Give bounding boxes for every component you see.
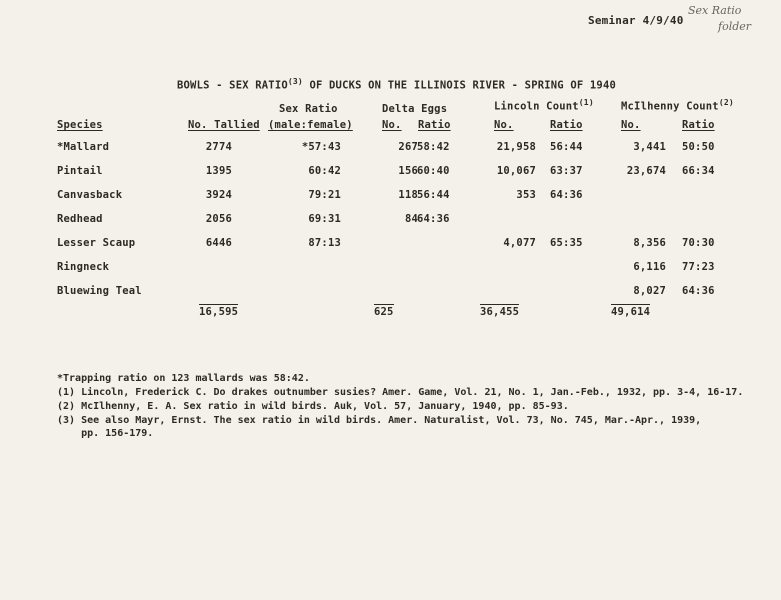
title-rest: OF DUCKS ON THE ILLINOIS RIVER - SPRING OF 1940 xyxy=(309,79,616,92)
cell-sex-ratio: *57:43 xyxy=(301,141,341,153)
col-lincoln xyxy=(494,98,594,113)
cell-mcilhenny-no: 8,356 xyxy=(633,237,666,249)
cell-lincoln-no: 10,067 xyxy=(496,165,536,177)
col-sex-ratio-top: Sex Ratio xyxy=(279,103,338,115)
handwritten-note-line2: folder xyxy=(718,20,752,33)
cell-tallied: 3924 xyxy=(205,189,232,201)
cell-mcilhenny-ratio: 70:30 xyxy=(682,237,715,249)
document-title xyxy=(177,77,616,92)
cell-species: Lesser Scaup xyxy=(57,237,136,249)
cell-delta-no: 267 xyxy=(398,141,418,153)
cell-species: Canvasback xyxy=(57,189,123,201)
cell-sex-ratio: 60:42 xyxy=(308,165,341,177)
cell-delta-ratio: 60:40 xyxy=(417,165,450,177)
cell-sex-ratio: 79:21 xyxy=(308,189,341,201)
cell-delta-ratio: 58:42 xyxy=(417,141,450,153)
cell-lincoln-ratio: 56:44 xyxy=(550,141,583,153)
cell-mcilhenny-ratio: 64:36 xyxy=(682,285,715,297)
cell-lincoln-no: 353 xyxy=(516,189,536,201)
cell-sex-ratio: 69:31 xyxy=(308,213,341,225)
cell-delta-no: 156 xyxy=(398,165,418,177)
col-lincoln-label: Lincoln Count xyxy=(494,100,579,113)
cell-species: *Mallard xyxy=(57,141,110,153)
cell-lincoln-ratio: 65:35 xyxy=(550,237,583,249)
col-tallied: No. Tallied xyxy=(188,119,260,131)
col-lincoln-ref: (1) xyxy=(578,98,594,107)
col-species: Species xyxy=(57,119,103,131)
title-footnote-ref: (3) xyxy=(287,77,303,86)
total-tallied: 16,595 xyxy=(199,306,239,318)
footnote-3: (3) See also Mayr, Ernst. The sex ratio in wild birds. Amer. Naturalist, Vol. 73, No. 745, Mar.-Apr., 1939, xyxy=(57,415,702,426)
cell-mcilhenny-no: 3,441 xyxy=(633,141,666,153)
cell-tallied: 6446 xyxy=(205,237,232,249)
cell-tallied: 1395 xyxy=(205,165,232,177)
col-delta-no: No. xyxy=(382,119,402,131)
cell-lincoln-no: 21,958 xyxy=(496,141,536,153)
cell-mcilhenny-ratio: 66:34 xyxy=(682,165,715,177)
cell-lincoln-no: 4,077 xyxy=(503,237,536,249)
cell-mcilhenny-ratio: 50:50 xyxy=(682,141,715,153)
cell-species: Pintail xyxy=(57,165,103,177)
total-lincoln-no: 36,455 xyxy=(480,306,520,318)
col-sex-ratio-bottom: (male:female) xyxy=(268,119,353,131)
cell-tallied: 2056 xyxy=(205,213,232,225)
handwritten-note-line1: Sex Ratio xyxy=(688,4,742,17)
footnote-1: (1) Lincoln, Frederick C. Do drakes outnumber susies? Amer. Game, Vol. 21, No. 1, Jan.-Feb., 1932, pp. 3-4, 16-17. xyxy=(57,387,744,398)
cell-mcilhenny-no: 8,027 xyxy=(633,285,666,297)
cell-delta-no: 84 xyxy=(404,213,418,225)
col-delta-eggs: Delta Eggs xyxy=(382,103,448,115)
col-mcilhenny-label: McIlhenny Count xyxy=(621,100,719,113)
footnote-3-cont: pp. 156-179. xyxy=(57,428,154,439)
cell-delta-ratio: 64:36 xyxy=(417,213,450,225)
col-lincoln-no: No. xyxy=(494,119,514,131)
col-lincoln-ratio: Ratio xyxy=(550,119,583,131)
cell-mcilhenny-no: 23,674 xyxy=(626,165,666,177)
seminar-date: Seminar 4/9/40 xyxy=(588,14,684,27)
cell-species: Redhead xyxy=(57,213,103,225)
col-mcilhenny-no: No. xyxy=(621,119,641,131)
total-mcilhenny-no: 49,614 xyxy=(611,306,651,318)
cell-species: Ringneck xyxy=(57,261,110,273)
cell-delta-no: 118 xyxy=(398,189,418,201)
cell-mcilhenny-no: 6,116 xyxy=(633,261,666,273)
footnote-trapping: *Trapping ratio on 123 mallards was 58:42. xyxy=(57,373,310,384)
cell-lincoln-ratio: 63:37 xyxy=(550,165,583,177)
title-main: BOWLS - SEX RATIO xyxy=(177,79,288,92)
col-mcilhenny-ratio: Ratio xyxy=(682,119,715,131)
cell-species: Bluewing Teal xyxy=(57,285,142,297)
total-delta-no: 625 xyxy=(374,306,394,318)
cell-mcilhenny-ratio: 77:23 xyxy=(682,261,715,273)
cell-sex-ratio: 87:13 xyxy=(308,237,341,249)
col-delta-ratio: Ratio xyxy=(418,119,451,131)
col-mcilhenny-ref: (2) xyxy=(718,98,734,107)
col-mcilhenny xyxy=(621,98,734,113)
cell-tallied: 2774 xyxy=(205,141,232,153)
cell-lincoln-ratio: 64:36 xyxy=(550,189,583,201)
cell-delta-ratio: 56:44 xyxy=(417,189,450,201)
footnote-2: (2) McIlhenny, E. A. Sex ratio in wild birds. Auk, Vol. 57, January, 1940, pp. 85-93. xyxy=(57,401,569,412)
